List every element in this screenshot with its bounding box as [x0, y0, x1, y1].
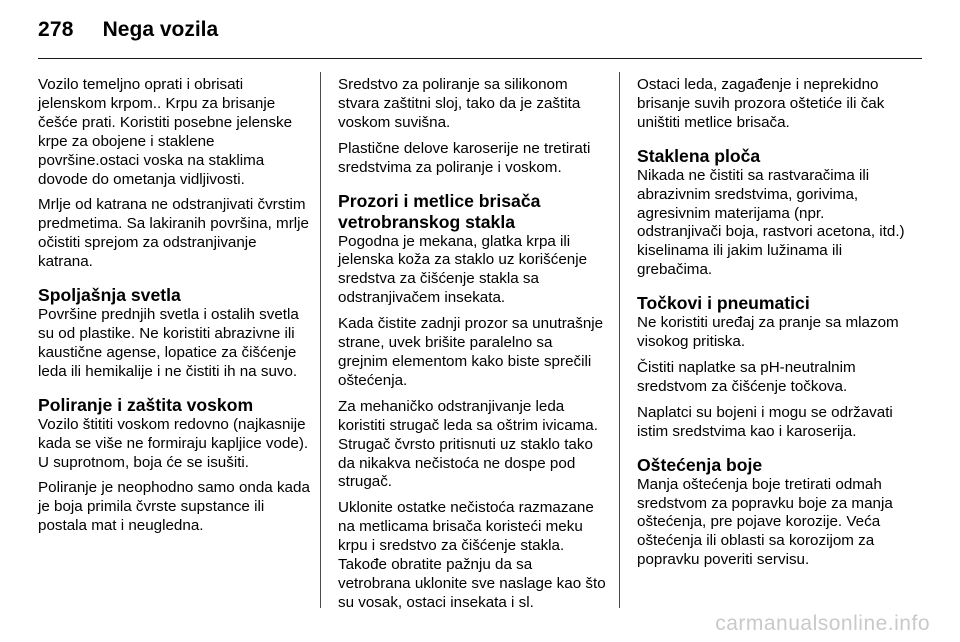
paragraph: Za mehaničko odstranjivanje leda koristiti strugač leda sa oštrim ivicama. Strugač čvrsto pritisnuti uz staklo tako da nikakva nečistoća ne dospe pod strugač. [338, 397, 598, 491]
text-column-1 [38, 76, 310, 543]
paragraph: Mrlje od katrana ne odstranjivati čvrstim predmetima. Sa lakiranih površina, mrlje očistiti sprejom za odstranjivanje katrana. [38, 196, 309, 271]
page-header [38, 18, 922, 52]
paragraph: Nikada ne čistiti sa rastvaračima ili abrazivnim sredstvima, gorivima, agresivnim materijama (npr. odstranjivači boja, rastvori acetona, itd.) kiselinama ili jakim lužinama ili grebačima. [637, 166, 905, 279]
paragraph: Kada čistite zadnji prozor sa unutrašnje strane, uvek brišite paralelno sa grejnim elementom kako biste sprečili oštećenja. [338, 315, 604, 389]
page-title: Nega vozila [102, 18, 219, 41]
text-column-3 [637, 76, 907, 577]
paragraph: Ne koristiti uređaj za pranje sa mlazom visokog pritiska. [637, 314, 899, 351]
section-heading-spoljasnja-svetla: Spoljašnja svetla [38, 285, 181, 306]
column-divider [320, 72, 321, 608]
watermark: carmanualsonline.info [715, 612, 930, 635]
column-divider [619, 72, 620, 608]
section-heading-staklena-ploca: Staklena ploča [637, 145, 761, 166]
paragraph: Manja oštećenja boje tretirati odmah sredstvom za popravku boje za manja oštećenja, pre pojave korozije. Veća oštećenja ili oblasti sa korozijom za popravku poveriti servisu. [637, 475, 893, 569]
paragraph: Čistiti naplatke sa pH-neutralnim sredstvom za čišćenje točkova. [637, 358, 856, 395]
paragraph: Uklonite ostatke nečistoća razmazane na metlicama brisača koristeći meku krpu i sredstvo za čišćenje stakla. Takođe obratite pažnju da sa vetrobrana uklonite sve naslage kao što su vosak, ostaci insekata i sl. [338, 499, 606, 611]
paragraph: Sredstvo za poliranje sa silikonom stvara zaštitni sloj, tako da je zaštita voskom suvišna. [338, 76, 581, 131]
section-heading-tockovi: Točkovi i pneumatici [637, 293, 810, 314]
paragraph: Ostaci leda, zagađenje i neprekidno brisanje suvih prozora oštetiće ili čak uništiti metlice brisača. [637, 76, 885, 131]
paragraph: Poliranje je neophodno samo onda kada je boja primila čvrste supstance ili postala mat i neugledna. [38, 479, 310, 535]
paragraph: Vozilo štititi voskom redovno (najkasnije kada se više ne formiraju kapljice vode). U suprotnom, boja će se isušiti. [38, 415, 309, 471]
paragraph: Pogodna je mekana, glatka krpa ili jelenska koža za staklo uz korišćenje sredstva za čišćenje stakla sa odstranjivačem insekata. [338, 232, 588, 307]
paragraph: Vozilo temeljno oprati i obrisati jelenskom krpom.. Krpu za brisanje češće prati. Koristiti posebne jelenske krpe za obojene i staklene površine.ostaci voska na staklima dovode do ometanja vidljivosti. [38, 76, 293, 188]
page-number: 278 [38, 18, 74, 41]
text-column-2 [338, 76, 606, 620]
paragraph: Površine prednjih svetla i ostalih svetla su od plastike. Ne koristiti abrazivne ili kaustične agense, lopatice za čišćenje leda ili hemikalije i ne čistiti ih na suvo. [38, 306, 299, 380]
paragraph: Naplatci su bojeni i mogu se održavati istim sredstvima kao i karoserija. [637, 403, 893, 440]
paragraph: Plastične delove karoserije ne tretirati sredstvima za poliranje i voskom. [338, 139, 591, 176]
section-heading-ostecenja-boje: Oštećenja boje [637, 454, 763, 475]
section-heading-poliranje: Poliranje i zaštita voskom [38, 394, 254, 415]
header-rule [38, 58, 922, 59]
section-heading-prozori: Prozori i metlice brisača vetrobranskog stakla [338, 190, 541, 232]
